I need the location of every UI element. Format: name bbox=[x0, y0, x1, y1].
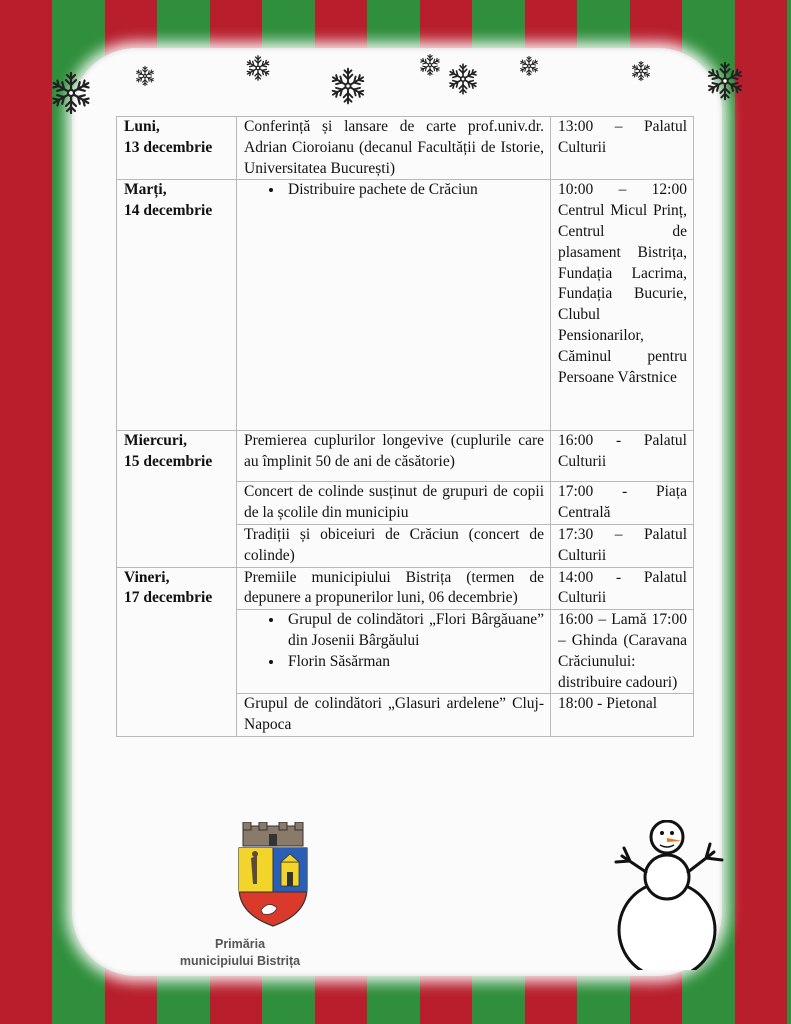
event-cell: Grupul de colindători „Glasuri ardelene” Cluj-Napoca bbox=[237, 694, 551, 737]
table-row bbox=[117, 431, 694, 482]
day-date: 17 decembrie bbox=[124, 589, 213, 607]
event-cell: Premierea cuplurilor longevive (cuplurile care au împlinit 50 de ani de căsătorie) bbox=[237, 431, 551, 482]
event-cell bbox=[237, 180, 551, 431]
day-name: Marți, bbox=[124, 181, 167, 199]
day-cell bbox=[117, 117, 237, 180]
snowflake-icon bbox=[630, 60, 652, 82]
event-bullet-list bbox=[244, 610, 544, 672]
time-cell: 17:00 - Piața Centrală bbox=[551, 482, 694, 525]
snowflake-icon bbox=[244, 54, 272, 82]
time-cell: 18:00 - Pietonal bbox=[551, 694, 694, 737]
snowflake-icon bbox=[134, 65, 156, 87]
table-row bbox=[117, 117, 694, 180]
time-cell: 16:00 – Lamă 17:00 – Ghinda (Caravana Crăciunului: distribuire cadouri) bbox=[551, 610, 694, 694]
snowflake-icon bbox=[48, 70, 94, 116]
coat-of-arms-logo bbox=[198, 822, 348, 930]
event-cell: Tradiții și obiceiuri de Crăciun (concert de colinde) bbox=[237, 524, 551, 567]
time-cell: 17:30 – Palatul Culturii bbox=[551, 524, 694, 567]
day-cell bbox=[117, 180, 237, 431]
event-cell: Conferință și lansare de carte prof.univ.dr. Adrian Cioroianu (decanul Facultății de Istorie, Universitatea București) bbox=[237, 117, 551, 180]
table-row bbox=[117, 180, 694, 431]
day-cell bbox=[117, 567, 237, 736]
time-cell: 14:00 - Palatul Culturii bbox=[551, 567, 694, 610]
snowflake-icon bbox=[704, 60, 746, 102]
snowflake-icon bbox=[328, 66, 368, 106]
event-cell: Premiile municipiului Bistrița (termen de depunere a propunerilor luni, 06 decembrie) bbox=[237, 567, 551, 610]
logo-caption-line1: Primăria bbox=[214, 937, 266, 951]
day-name: Luni, bbox=[124, 118, 160, 135]
time-cell: 16:00 - Palatul Culturii bbox=[551, 431, 694, 482]
schedule-table bbox=[116, 116, 694, 737]
snowman-illustration bbox=[610, 820, 745, 970]
logo-caption bbox=[150, 936, 330, 970]
time-cell: 13:00 – Palatul Culturii bbox=[551, 117, 694, 180]
list-item: • Florin Săsărman bbox=[284, 652, 544, 673]
snowflake-icon bbox=[418, 53, 442, 77]
list-item: • Grupul de colindători „Flori Bârgăuane” din Josenii Bârgăului bbox=[284, 610, 544, 652]
day-name: Miercuri, bbox=[124, 432, 187, 450]
day-date: 14 decembrie bbox=[124, 202, 213, 220]
snowflake-icon bbox=[446, 62, 480, 96]
day-date: 15 decembrie bbox=[124, 453, 213, 471]
event-cell: Concert de colinde susținut de grupuri de copii de la școlile din municipiu bbox=[237, 482, 551, 525]
event-bullet-list bbox=[244, 180, 544, 201]
day-name: Vineri, bbox=[124, 568, 170, 586]
logo-caption-line2: municipiului Bistrița bbox=[179, 954, 301, 968]
table-row bbox=[117, 567, 694, 610]
snowflake-icon bbox=[518, 55, 540, 77]
list-item: • Distribuire pachete de Crăciun bbox=[284, 180, 544, 201]
day-cell bbox=[117, 431, 237, 567]
day-date: 13 decembrie bbox=[124, 138, 213, 156]
event-cell bbox=[237, 610, 551, 694]
time-cell: 10:00 – 12:00 Centrul Micul Prinț, Centrul de plasament Bistrița, Fundația Lacrima, Fundația Bucurie, Clubul Pensionarilor, Căminul pentru Persoane Vârstnice bbox=[551, 180, 694, 431]
